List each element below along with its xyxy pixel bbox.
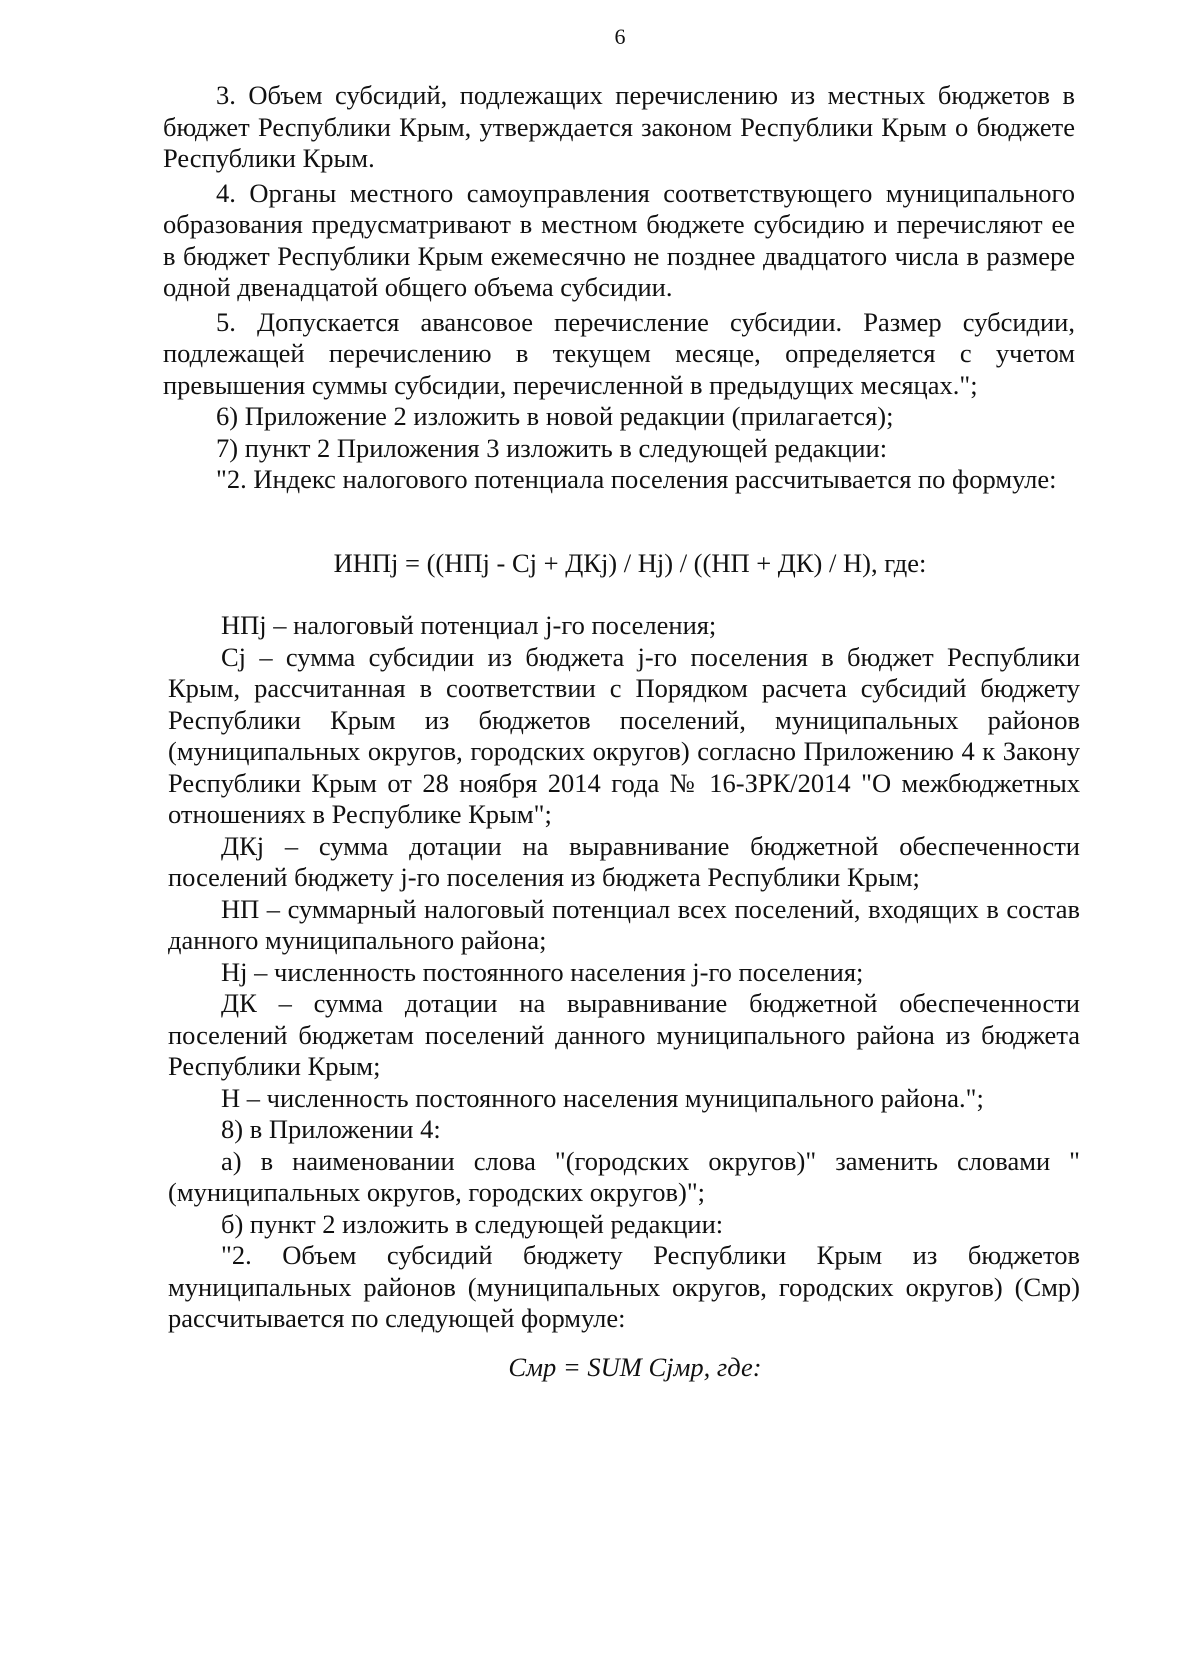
- paragraph: "2. Индекс налогового потенциала поселения рассчитывается по формуле:: [216, 464, 1057, 494]
- body-text-bottom: [168, 610, 1080, 1335]
- paragraph: 6) Приложение 2 изложить в новой редакции (прилагается);: [216, 401, 894, 431]
- paragraph: 4. Органы местного самоуправления соответствующего муниципального образования предусматривают в местном бюджете субсидию и перечисляют ее в бюджет Республики Крым ежемесячно не позднее двадцатого числа в размере одной двенадцатой общего объема субсидии.: [163, 177, 1075, 302]
- paragraph: ДК – сумма дотации на выравнивание бюджетной обеспеченности поселений бюджетам поселений данного муниципального района из бюджета Республики Крым;: [168, 988, 1080, 1081]
- paragraph: "2. Объем субсидий бюджету Республики Крым из бюджетов муниципальных районов (муниципальных округов, городских округов) (Cмр) рассчитывается по следующей формуле:: [168, 1240, 1080, 1333]
- paragraph: Cj – сумма субсидии из бюджета j-го поселения в бюджет Республики Крым, рассчитанная в соответствии с Порядком расчета субсидий бюджету Республики Крым из бюджетов поселений, муниципальных районов (муниципальных округов, городских округов) согласно Приложению 4 к Закону Республики Крым от 28 ноября 2014 года № 16-ЗРК/2014 "О межбюджетных отношениях в Республике Крым";: [168, 641, 1080, 829]
- paragraph: 8) в Приложении 4:: [221, 1114, 441, 1144]
- paragraph: ДКj – сумма дотации на выравнивание бюджетной обеспеченности поселений бюджету j-го поселения из бюджета Республики Крым;: [168, 830, 1080, 892]
- page-number: 6: [614, 24, 626, 49]
- paragraph: 7) пункт 2 Приложения 3 изложить в следующей редакции:: [216, 432, 888, 463]
- paragraph: Н – численность постоянного населения муниципального района.";: [221, 1082, 984, 1113]
- paragraph: 3. Объем субсидий, подлежащих перечислению из местных бюджетов в бюджет Республики Крым, утверждается законом Республики Крым о бюджете Республики Крым.: [163, 80, 1075, 173]
- paragraph: а) в наименовании слова "(городских округов)" заменить словами "(муниципальных округов, городских округов)";: [168, 1145, 1080, 1207]
- paragraph: Нj – численность постоянного населения j-го поселения;: [221, 956, 864, 987]
- formula-inp: ИНПj = ((НПj - Cj + ДКj) / Hj) / ((НП + ДК) / Н), где:: [333, 548, 927, 578]
- body-text-top: [163, 80, 1075, 496]
- paragraph: НП – суммарный налоговый потенциал всех поселений, входящих в состав данного муниципального района;: [168, 893, 1080, 955]
- formula-cmr: Cмр = SUM Cjмр, где:: [508, 1352, 762, 1382]
- paragraph: НПj – налоговый потенциал j-го поселения;: [221, 610, 717, 640]
- paragraph: 5. Допускается авансовое перечисление субсидии. Размер субсидии, подлежащей перечислению в текущем месяце, определяется с учетом превышения суммы субсидии, перечисленной в предыдущих месяцах.";: [163, 306, 1075, 400]
- paragraph: б) пункт 2 изложить в следующей редакции:: [221, 1208, 724, 1239]
